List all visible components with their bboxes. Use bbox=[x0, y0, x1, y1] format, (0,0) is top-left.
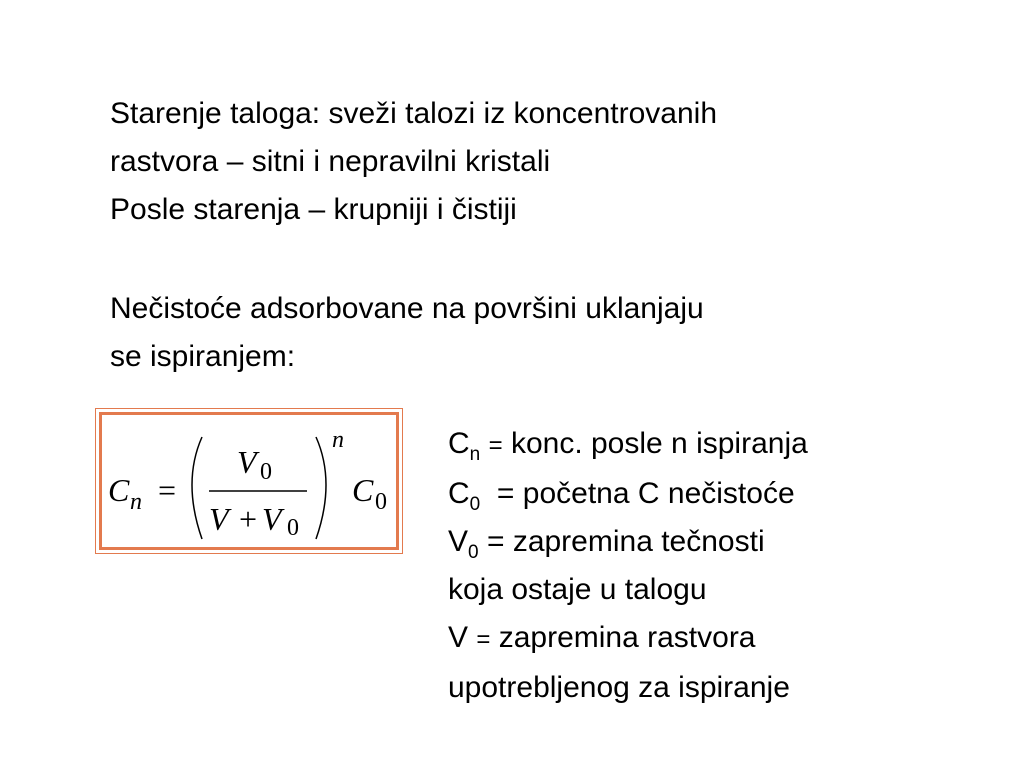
formula-num-var: V bbox=[237, 444, 257, 480]
legend-equals: = bbox=[496, 477, 515, 510]
washing-paragraph bbox=[110, 285, 704, 381]
washing-line: se ispiranjem: bbox=[110, 340, 296, 373]
formula-den-var2: V bbox=[262, 501, 282, 537]
formula-lhs-var: C bbox=[108, 472, 130, 508]
legend-equals: = bbox=[488, 432, 503, 459]
legend-equals: = bbox=[486, 525, 505, 558]
formula-lhs-sub: n bbox=[130, 489, 142, 515]
legend-item-v bbox=[448, 614, 808, 664]
legend-symbol: C bbox=[448, 427, 470, 460]
intro-line: rastvora – sitni i nepravilni kristali bbox=[110, 145, 551, 178]
legend bbox=[448, 420, 808, 712]
legend-item-v0 bbox=[448, 518, 808, 566]
legend-symbol: V bbox=[448, 621, 469, 654]
legend-item-cn bbox=[448, 420, 808, 470]
formula-rhs-var: C bbox=[352, 472, 374, 508]
legend-desc: konc. posle n ispiranja bbox=[510, 427, 808, 460]
legend-continuation: upotrebljenog za ispiranje bbox=[448, 671, 790, 704]
legend-desc: početna C nečistoće bbox=[522, 477, 795, 510]
legend-subscript: 0 bbox=[469, 494, 481, 515]
legend-desc: zapremina tečnosti bbox=[512, 525, 765, 558]
formula-num-sub: 0 bbox=[260, 459, 272, 485]
right-paren bbox=[316, 437, 326, 539]
legend-subscript: 0 bbox=[468, 542, 479, 563]
legend-equals: = bbox=[476, 626, 491, 653]
legend-desc: zapremina rastvora bbox=[498, 621, 756, 654]
left-paren bbox=[192, 437, 202, 539]
formula bbox=[102, 415, 398, 547]
legend-item-c0 bbox=[448, 470, 808, 518]
formula-exponent: n bbox=[332, 427, 344, 453]
washing-line: Nečistoće adsorbovane na površini uklanjaju bbox=[110, 292, 704, 325]
legend-symbol: C bbox=[448, 477, 470, 510]
intro-paragraph bbox=[110, 90, 717, 234]
legend-subscript: n bbox=[469, 444, 481, 465]
legend-symbol: V bbox=[448, 525, 469, 558]
formula-den-var1: V bbox=[209, 501, 229, 537]
intro-line: Posle starenja – krupniji i čistiji bbox=[110, 193, 517, 226]
formula-box bbox=[99, 412, 399, 550]
formula-rhs-sub: 0 bbox=[375, 489, 387, 515]
legend-continuation: koja ostaje u talogu bbox=[448, 573, 707, 606]
formula-den-sub: 0 bbox=[287, 515, 299, 541]
formula-equals: = bbox=[158, 472, 177, 508]
formula-den-plus: + bbox=[239, 501, 258, 537]
intro-line: Starenje taloga: sveži talozi iz koncentrovanih bbox=[110, 97, 718, 130]
